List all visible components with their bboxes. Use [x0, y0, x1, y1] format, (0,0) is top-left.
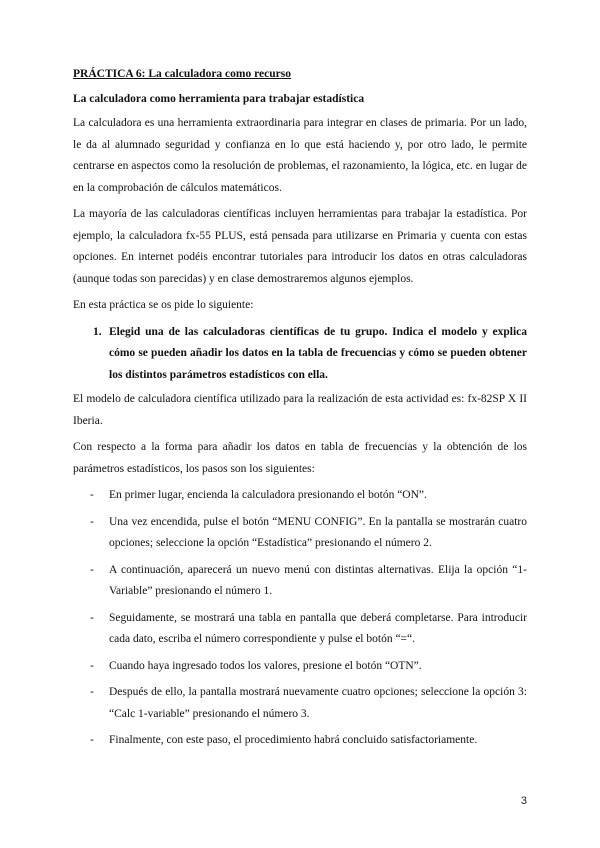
step-item — [73, 730, 527, 752]
step-text: Seguidamente, se mostrará una tabla en pantalla que deberá completarse. Para introducir cada dato, escriba el número correspondiente y pulse el botón “=“. — [109, 611, 527, 645]
step-text: Después de ello, la pantalla mostrará nuevamente cuatro opciones; seleccione la opción 3: “Calc 1-variable” presionando el número 3. — [109, 686, 527, 720]
bullet-dash: - — [90, 659, 94, 672]
step-item — [73, 682, 527, 725]
answer-paragraph-1: El modelo de calculadora científica utilizado para la realización de esta actividad es: fx-82SP X II Iberia. — [73, 393, 527, 427]
steps-list — [73, 485, 527, 752]
task-list — [73, 322, 527, 387]
step-text: En primer lugar, encienda la calculadora presionando el botón “ON”. — [109, 489, 427, 501]
step-item — [73, 485, 527, 507]
page-title: PRÁCTICA 6: La calculadora como recurso — [73, 68, 291, 80]
bullet-dash: - — [90, 611, 94, 624]
section-subtitle: La calculadora como herramienta para trabajar estadística — [73, 93, 365, 105]
step-text: A continuación, aparecerá un nuevo menú con distintas alternativas. Elija la opción “1-Variable” presionando el número 1. — [109, 563, 527, 597]
task-item — [73, 322, 527, 387]
step-item — [73, 608, 527, 651]
bullet-dash: - — [90, 563, 94, 576]
step-text: Finalmente, con este paso, el procedimiento habrá concluido satisfactoriamente. — [109, 734, 478, 746]
step-item — [73, 560, 527, 603]
bullet-dash: - — [90, 515, 94, 528]
intro-paragraph-3: En esta práctica se os pide lo siguiente: — [73, 299, 254, 311]
bullet-dash: - — [90, 489, 94, 501]
step-text: Una vez encendida, pulse el botón “MENU CONFIG”. En la pantalla se mostrarán cuatro opciones; seleccione la opción “Estadística” presionando el número 2. — [109, 515, 527, 549]
step-item — [73, 512, 527, 555]
task-number: 1. — [93, 325, 102, 338]
bullet-dash: - — [90, 734, 94, 746]
bullet-dash: - — [90, 686, 94, 698]
answer-paragraph-2: Con respecto a la forma para añadir los datos en tabla de frecuencias y la obtención de los parámetros estadísticos, los pasos son los siguientes: — [73, 441, 527, 475]
intro-paragraph-1: La calculadora es una herramienta extraordinaria para integrar en clases de primaria. Por un lado, le da al alumnado seguridad y confianza en lo que está haciendo y, por otro lado, le permite centrarse en aspectos como la resolución de problemas, el razonamiento, la lógica, etc. en lugar de en la comprobación de cálculos matemáticos. — [73, 117, 527, 194]
document-page — [73, 66, 527, 757]
step-text: Cuando haya ingresado todos los valores, presione el botón “OTN”. — [109, 659, 422, 672]
task-text: Elegid una de las calculadoras científicas de tu grupo. Indica el modelo y explica cómo se pueden añadir los datos en la tabla de frecuencias y cómo se pueden obtener los distintos parámetros estadísticos con ella. — [109, 325, 527, 381]
page-number: 3 — [520, 795, 527, 807]
intro-paragraph-2: La mayoría de las calculadoras científicas incluyen herramientas para trabajar la estadística. Por ejemplo, la calculadora fx-55 PLUS, está pensada para utilizarse en Primaria y cuenta con estas opciones. En internet podéis encontrar tutoriales para introducir los datos en otras calculadoras (aunque todas son parecidas) y en clase demostraremos algunos ejemplos. — [73, 208, 527, 285]
step-item — [73, 656, 527, 678]
